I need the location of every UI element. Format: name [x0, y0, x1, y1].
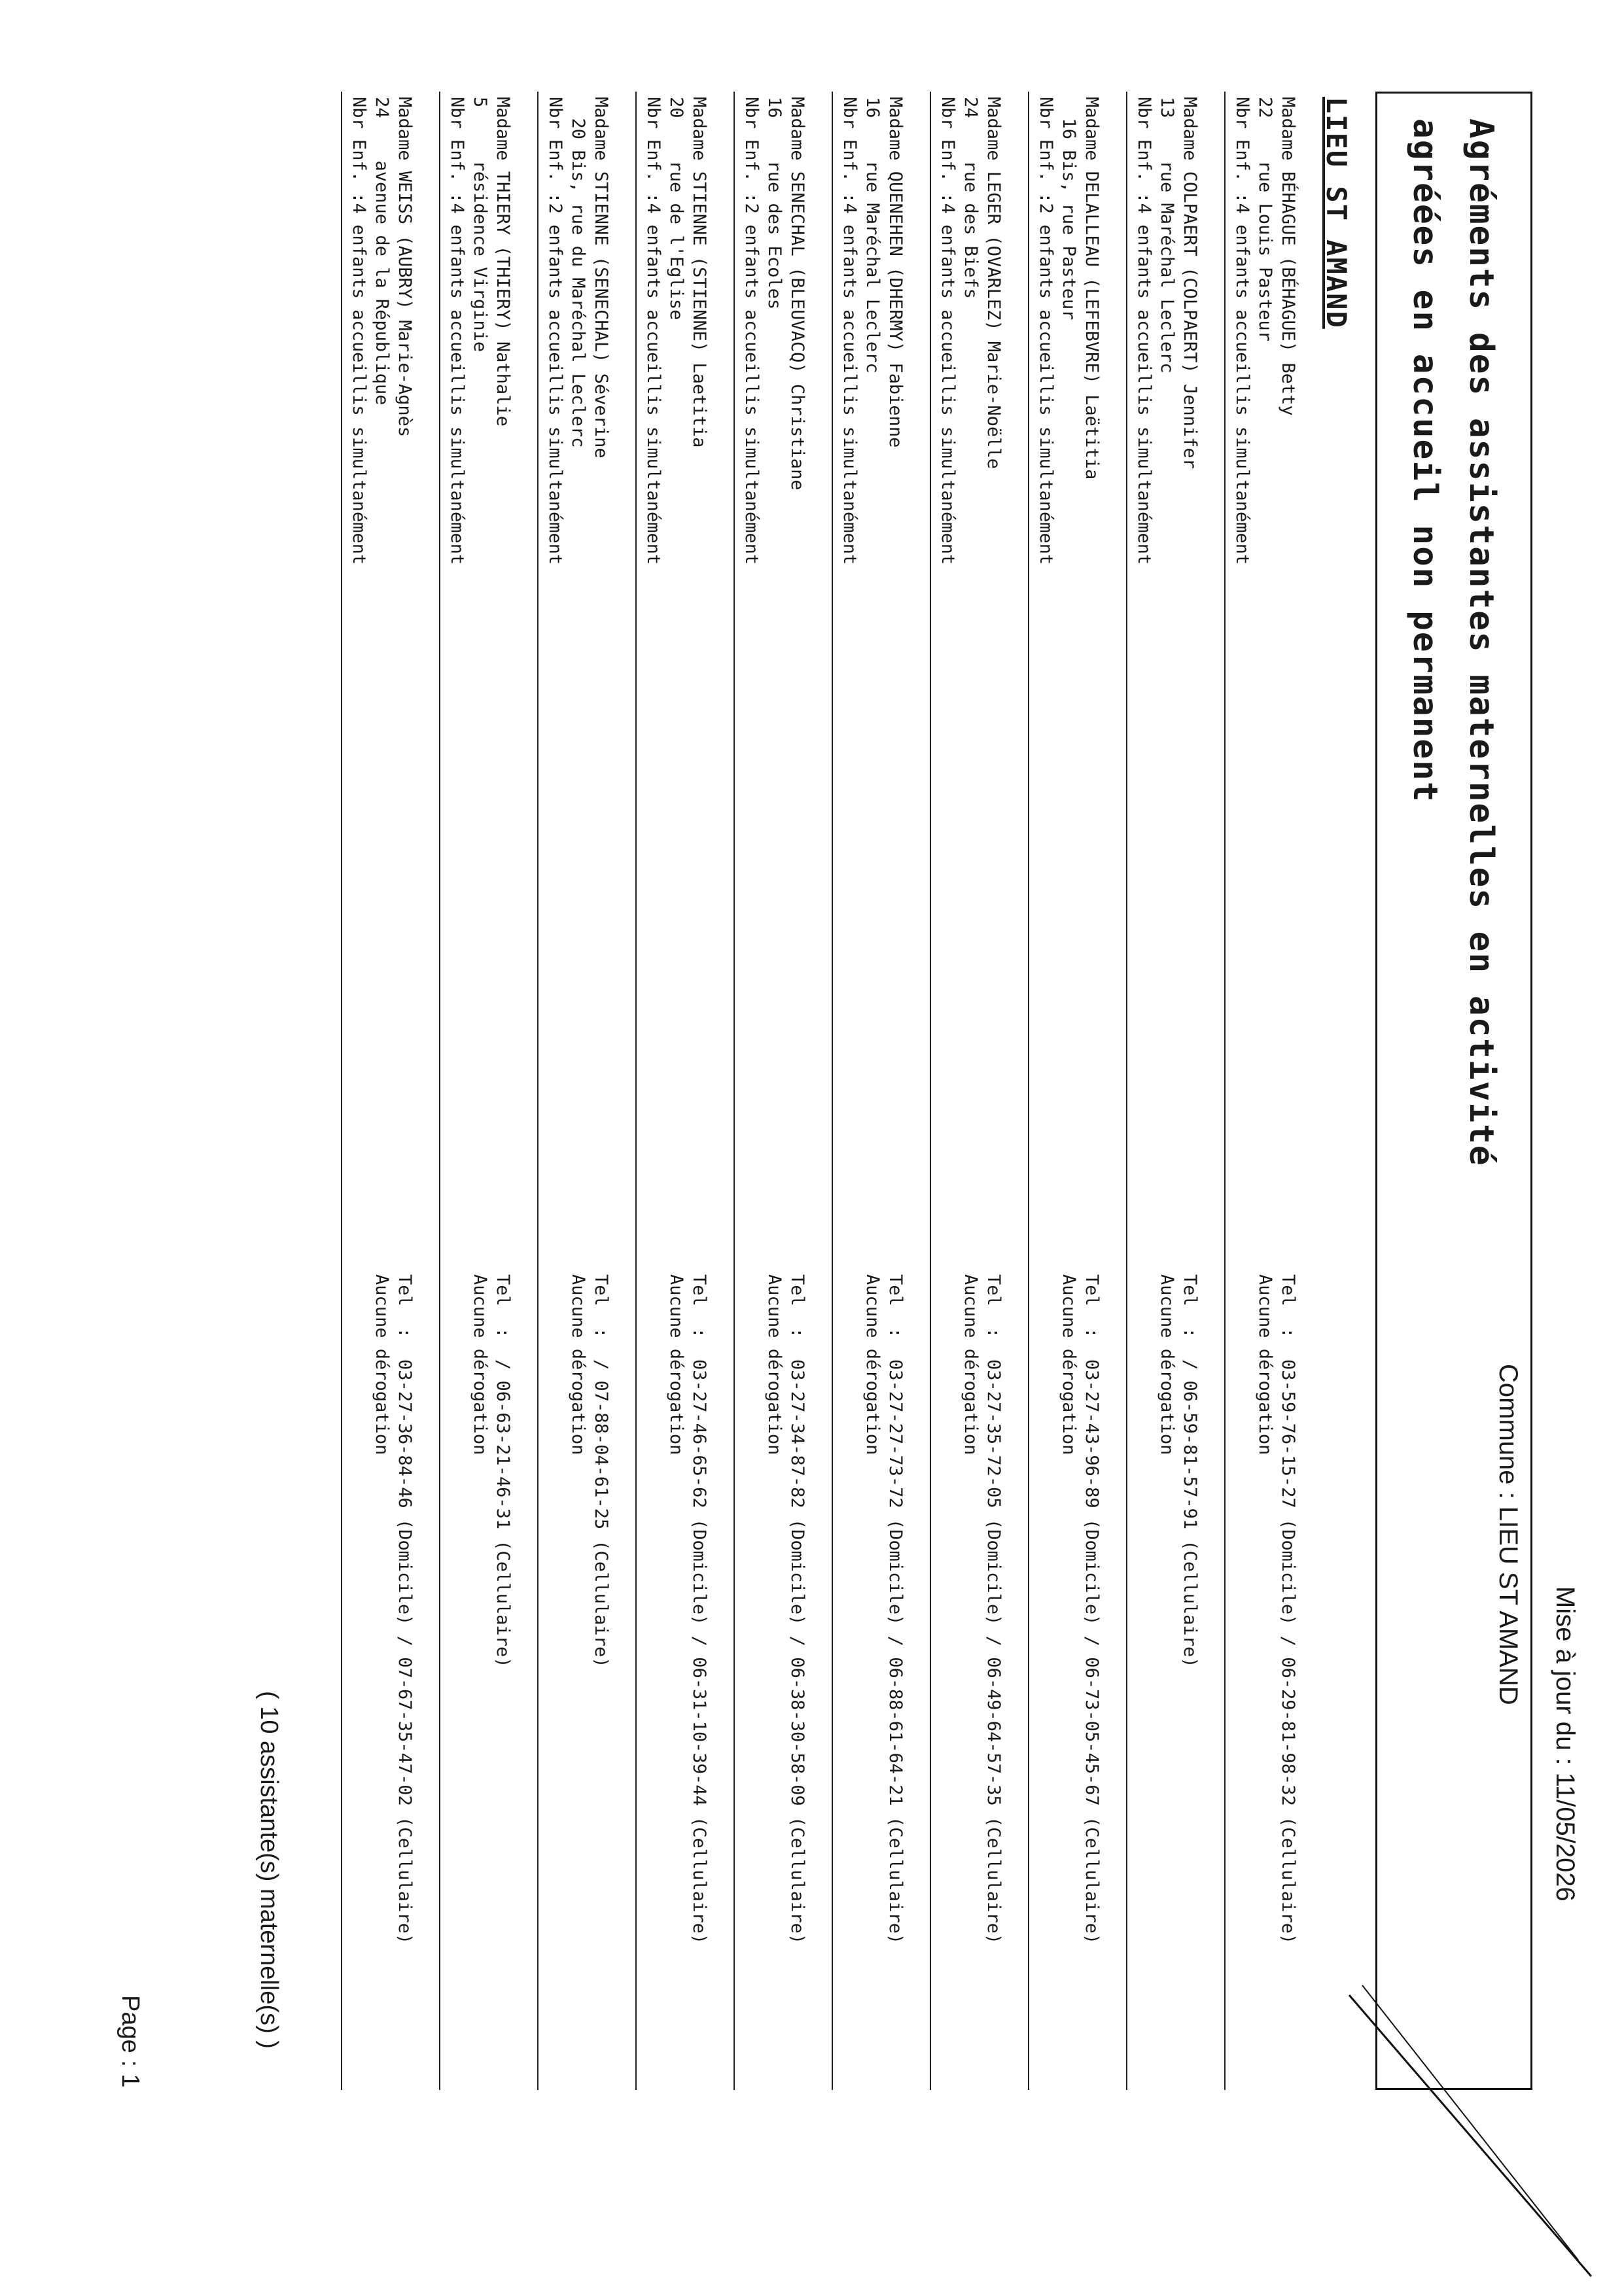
- entry-name: Madame DELALLEAU (LEFEBVRE) Laëtitia: [1082, 97, 1102, 480]
- entry-address: 16 rue Maréchal Leclerc: [862, 97, 883, 374]
- entry-capacity: Nbr Enf. :4 enfants accueillis simultanément: [349, 97, 369, 565]
- entry-name: Madame COLPAERT (COLPAERT) Jennifer: [1180, 97, 1200, 469]
- entry-capacity: Nbr Enf. :4 enfants accueillis simultanément: [1232, 97, 1252, 565]
- entry-derogation: Aucune dérogation: [372, 1274, 392, 1455]
- document-subtitle: agréées en accueil non permanent: [1405, 118, 1444, 803]
- entry-address: 20 Bis, rue du Maréchal Leclerc: [568, 97, 588, 448]
- entry-derogation: Aucune dérogation: [1059, 1274, 1079, 1455]
- entry-derogation: Aucune dérogation: [666, 1274, 686, 1455]
- entry-address: 24 rue des Biefs: [961, 97, 981, 299]
- entry-name: Madame BÉHAGUE (BÉHAGUE) Betty: [1278, 97, 1298, 416]
- entry-phone: Tel : 03-27-46-65-62 (Domicile) / 06-31-10-39-44 (Cellulaire): [689, 1274, 709, 1945]
- entry-name: Madame WEISS (AUBRY) Marie-Agnès: [395, 97, 415, 438]
- entry-phone: Tel : 03-59-76-15-27 (Domicile) / 06-29-81-98-32 (Cellulaire): [1278, 1274, 1298, 1945]
- entry-capacity: Nbr Enf. :2 enfants accueillis simultanément: [545, 97, 565, 565]
- entry-address: 24 avenue de la République: [372, 97, 392, 406]
- entry-derogation: Aucune dérogation: [862, 1274, 883, 1455]
- entry-name: Madame SENECHAL (BLEUVACQ) Christiane: [787, 97, 807, 491]
- entry-name: Madame STIENNE (SENECHAL) Séverine: [591, 97, 611, 459]
- entry-phone: Tel : 03-27-35-72-05 (Domicile) / 06-49-64-57-35 (Cellulaire): [983, 1274, 1004, 1945]
- entry-capacity: Nbr Enf. :4 enfants accueillis simultanément: [938, 97, 958, 565]
- entry-name: Madame LEGER (OVARLEZ) Marie-Noëlle: [983, 97, 1004, 469]
- entry-derogation: Aucune dérogation: [961, 1274, 981, 1455]
- entry-capacity: Nbr Enf. :4 enfants accueillis simultanément: [1134, 97, 1154, 565]
- entry-derogation: Aucune dérogation: [764, 1274, 785, 1455]
- entry-phone: Tel : / 06-63-21-46-31 (Cellulaire): [493, 1274, 513, 1668]
- page-number: Page : 1: [116, 1995, 144, 2088]
- entry-derogation: Aucune dérogation: [1255, 1274, 1275, 1455]
- entry-address: 20 rue de l'Eglise: [666, 97, 686, 321]
- entry-derogation: Aucune dérogation: [470, 1274, 490, 1455]
- entry-capacity: Nbr Enf. :4 enfants accueillis simultanément: [643, 97, 663, 565]
- entry-capacity: Nbr Enf. :4 enfants accueillis simultanément: [447, 97, 467, 565]
- entry-phone: Tel : 03-27-27-73-72 (Domicile) / 06-88-61-64-21 (Cellulaire): [885, 1274, 906, 1945]
- entry-address: 13 rue Maréchal Leclerc: [1157, 97, 1177, 374]
- entry-phone: Tel : 03-27-34-87-82 (Domicile) / 06-38-30-58-09 (Cellulaire): [787, 1274, 807, 1945]
- entry-derogation: Aucune dérogation: [568, 1274, 588, 1455]
- entry-name: Madame STIENNE (STIENNE) Laetitia: [689, 97, 709, 448]
- commune-label: Commune : LIEU ST AMAND: [1494, 1364, 1523, 1705]
- entry-capacity: Nbr Enf. :2 enfants accueillis simultanément: [741, 97, 762, 565]
- assistant-count: ( 10 assistante(s) maternelle(s) ): [255, 1691, 283, 2049]
- entry-address: 16 rue des Ecoles: [764, 97, 785, 310]
- entry-address: 16 Bis, rue Pasteur: [1059, 97, 1079, 321]
- entry-capacity: Nbr Enf. :2 enfants accueillis simultanément: [1036, 97, 1056, 565]
- entry-derogation: Aucune dérogation: [1157, 1274, 1177, 1455]
- update-date: Mise à jour du : 11/05/2026: [1551, 1586, 1580, 1902]
- entry-phone: Tel : 03-27-36-84-46 (Domicile) / 07-67-35-47-02 (Cellulaire): [395, 1274, 415, 1945]
- entry-capacity: Nbr Enf. :4 enfants accueillis simultanément: [839, 97, 860, 565]
- entry-address: 22 rue Louis Pasteur: [1255, 97, 1275, 341]
- entry-phone: Tel : / 06-59-81-57-91 (Cellulaire): [1180, 1274, 1200, 1668]
- entry-phone: Tel : / 07-88-04-61-25 (Cellulaire): [591, 1274, 611, 1668]
- entry-name: Madame THIERY (THIERY) Nathalie: [493, 97, 513, 426]
- entry-address: 5 résidence Virginie: [470, 97, 490, 353]
- section-title: LIEU ST AMAND: [1320, 97, 1352, 329]
- entry-name: Madame QUENEHEN (DHERMY) Fabienne: [885, 97, 906, 448]
- entry-phone: Tel : 03-27-43-96-89 (Domicile) / 06-73-05-45-67 (Cellulaire): [1082, 1274, 1102, 1945]
- document-title: Agréments des assistantes maternelles en activité: [1462, 118, 1500, 1167]
